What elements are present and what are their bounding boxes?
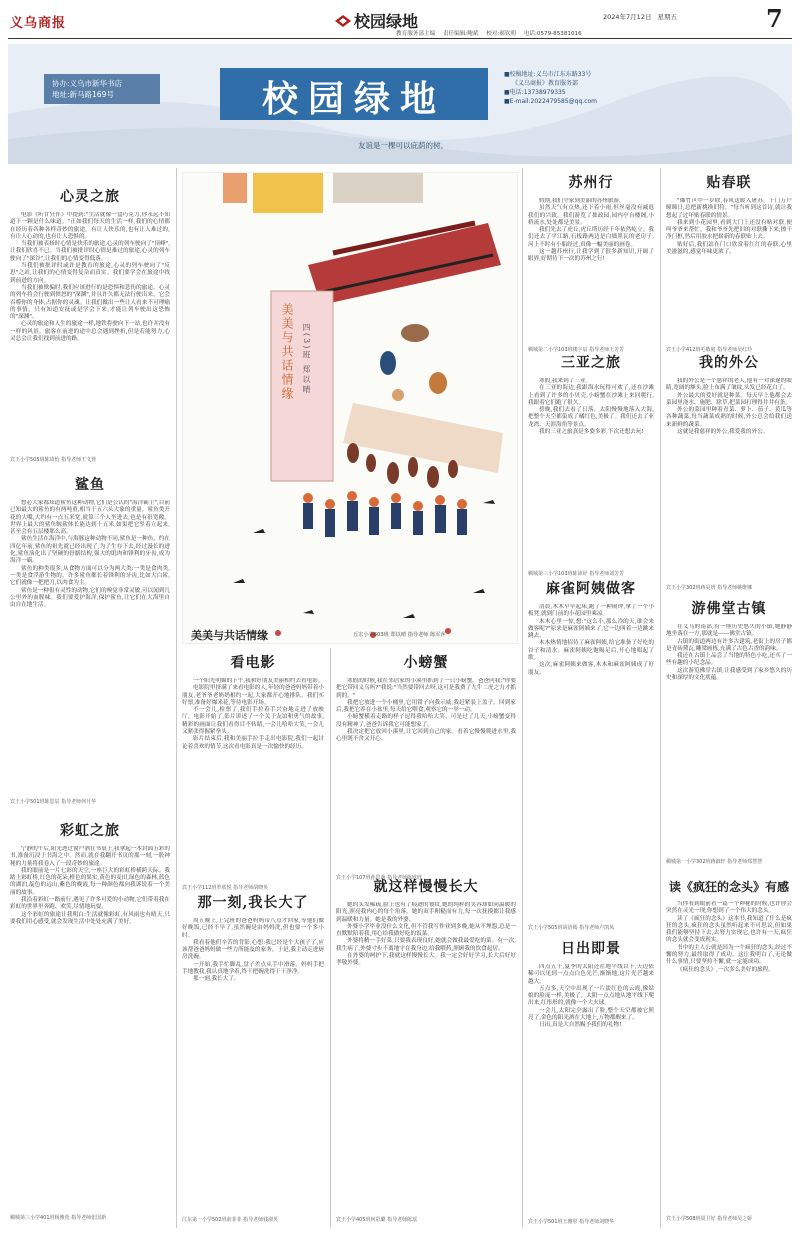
article-title: 贴春联 [706,175,752,191]
article-body [666,378,792,582]
paragraph: 《疯狂的念头》,一次多么美好的旅程。 [677,966,774,973]
article-title: 心灵之旅 [60,189,120,205]
illustration-vertical-title: 美美与共话情缘 [280,303,294,401]
paragraph: 寒假,我来到了三亚。 [539,378,592,384]
paragraph: 古镇的街道两边有许多古建筑,老街上的房子都是青砖黛瓦,雕梁画栋,充满了古色古香的韵味。 [666,638,792,652]
article-byline: 宾王小学405班何彩璐 指导老师陈瑶 [336,1217,418,1223]
article-byline: 宾王小学501班陈思辰 指导老师何月华 [10,799,97,805]
paragraph: 电影《听甘狂伴》中提到:"生活就像一盒巧克力,你永远不知道下一颗是什么味道。"正如我们每天的生活一样,我们的心情都在经历着各种各样奇妙的旅途。有让人快乐的,也有让人难过的,有让人心动的,也有让人恐惧的。 [10,212,170,240]
illustration-byline: 丘宏小学603班 郑以晴 指导老师 陈军萍 [353,632,446,638]
article-title: 看电影 [230,655,276,671]
paragraph: 想必大家都知道鲨鱼这种动物,它们是公认的"海洋霸主",目前已知最大的鲨鱼的有两吨重,相当于五六头大象的重量。鲨鱼类开花的大嘴,大约有一点五米宽,就算三个人坐进去,也是有很宽敞。世界上最大的鲨鱼鲸鲨体长能达到十五米,如果把它竖着立起来,甚至会有五层楼那么高。 [10,500,170,536]
paragraph: 我决定把它放回小溪里,让它回到自己的家。看着它慢慢爬进水里,我心里既不舍又开心。 [336,729,516,743]
article-body [182,678,324,882]
article-body [666,624,792,856]
paragraph: 我沿着彩虹一路前行,遇见了许多可爱的小动物,它们带着我在彩虹的世界里奔跑、欢笑,尽情地玩耍。 [10,897,170,911]
weekday: 星期五 [657,13,678,21]
contact-email: ■E-mail:2022479585@qq.com [504,98,598,105]
article-body [528,198,654,344]
article-tiechunlian [666,172,792,353]
banner [8,44,792,164]
article-body [528,964,654,1216]
paragraph: 外婆将精一手好菜,只要我表现良好,她就会做我最爱吃的菜。有一次,我生病了,外婆寸步不离地守在我身边,给我喂药,照顾我的饮食起居。 [336,938,516,952]
article-title: 彩虹之旅 [60,823,120,839]
article-byline: 稠城第二小学103班楼宇辰 指导老师王芳芳 [528,347,625,353]
divider [176,168,177,1228]
editor-line [396,29,582,37]
article-sanyazhilv [528,352,654,577]
paper-logo: 义乌商报 [10,16,67,31]
paragraph: 木木热情地招待了麻雀阿姨,给它准备了好吃的谷子和清水。麻雀阿姨吃饱喝足后,开心地唱起了歌。 [528,640,654,662]
article-majiangayi [528,578,654,931]
paragraph: 我的眼前是一片七彩的天空,一座巨大的彩虹桥横跨天际。我踏上彩虹桥,红色的花朵,橙色的果实,黄色的麦田,绿色的森林,蓝色的湖泊,靛色的远山,紫色的晚霞,每一种颜色都向我诉说着一个美丽的故事。 [10,867,170,896]
paragraph: 我的三亚之旅真是多姿多彩,下次还想去玩! [539,429,644,436]
paragraph: 当我们被批评时或许是教育的旅途,心灵的列车驶向了"反思"之站,让我们的心情变得复杂而真实。我们要学会在旅途中找到前进的方向。 [10,263,170,284]
paragraph: 一开始,我手忙脚乱,盘子差点从手中滑落。妈妈手把手地教我,我认真地学着,终于把碗洗得干干净净。 [182,961,324,976]
page-number: 7 [766,4,783,33]
paragraph: 鲨鱼是一种很有灵性的动物,它们的嗅觉非常灵敏,可以闻到几公里外的血腥味。我们要爱护海洋,保护鲨鱼,让它们在大海里自由自在地生活。 [10,587,170,609]
paragraph: 鲨鱼的种类很多,从食物方面可以分为两大类:一类是食肉类,一类是食浮游生物的。许多鲨鱼都长着锋利的牙齿,比如大白鲨,它们就像一把把刀,以肉食为主。 [10,565,170,587]
article-byline: 宾王小学302班蒋昊妍 指导老师姚维娜 [666,585,753,591]
paragraph: 在义乌的南部,有一座历史悠久的小镇,她静静地坐落在一方,那就是——佛堂古镇。 [666,624,792,638]
paragraph: 我看着他们辛苦的背影,心想:我已经是个大孩子了,应该帮爸爸妈妈做一些力所能及的家务。于是,我主动走进厨房洗碗。 [182,939,324,961]
proofreader: 校对:郝钦明 [486,31,517,37]
paragraph: 虽然天气有点热,还下着小雨,但丝毫没有减退我们的兴致。我们游览了拙政园,园内亭台楼阁,小桥流水,处处都是美景。 [528,205,654,226]
divider [660,168,661,1228]
paragraph: 她的头发稀疏,脸上也有了痕迹的皱纹,她的纯粹的笑容却如同温暖的阳光,照亮我内心的每个角落。她的双手粗糙而有力,每一次抚摸都让我感到温暖和力量。她是我的外婆。 [336,902,516,923]
article-byline: 稠城第一小学302班蒋淑轩 指导老师郑慧慧 [666,859,763,865]
article-body [10,846,170,1212]
article-body [528,604,654,922]
article-body [336,678,516,872]
paragraph: 当你看到眼前看一篇一个神秘的时候,也许你会突然在灵光一现,你想到了一个伟大的念头。 [666,901,792,915]
divider [330,648,331,1228]
article-kandianying [182,652,324,891]
article-title: 日出即景 [561,941,621,957]
paragraph: 这一趟苏州行,让我学到了很多新知识,开阔了眼界,好期待下一次的苏州之行! [528,249,654,263]
sponsor-address: 地址:新马路169号 [52,90,114,99]
article-caihongzhilv [10,820,170,1221]
paragraph: 那一刻,我长大了。 [193,976,240,983]
paragraph: 影片结束后,我和美丽手拉手走出电影院,我们一起讨论着喜欢的情节,这次看电影真是一次愉快的经历。 [182,736,324,750]
article-byline: 稠城第三小学401班杨雅萱 指导老师张国新 [10,1215,107,1221]
paragraph: 外婆小学毕业没什么文化,但不管我写作业到多晚,她从不埋怨,总是一直默默陪着我,用心给我做好吃的饭菜。 [336,923,516,938]
paragraph: 我把它放进一个小桶里,它用钳子向我示威,我赶紧装上盖子。回到家后,我把它养在小盆里,每天给它喂食,观察它的一举一动。 [336,699,516,714]
drawing [183,173,518,644]
paragraph: 木木心里一惊,想:"这么小,那么冷的天,谁会来做客呢?"原来是麻雀阿姨来了,它一边叫着一边跳来跳去。 [528,618,654,640]
header-rule [8,38,792,39]
paragraph: 在三亚的海边,我跟海水玩得可欢了,还在沙滩上看到了许多的小贝壳,小螃蟹在沙滩上来回爬行,我跟着它们跑了很久。 [528,385,654,406]
article-youfotang [666,598,792,865]
paragraph: 一会儿,太阳完全露出了脸,整个天空都被它照亮了,金色的阳光洒在大地上,万物都醒来了。 [528,1007,654,1022]
article-title: 我的外公 [699,355,759,371]
article-jiuzheyang [336,876,516,1223]
article-title: 小螃蟹 [403,655,449,671]
article-byline: 宾王小学505班胡语嫣 指导老师卢凯凤 [528,925,615,931]
article-xiaopangxie [336,652,516,881]
article-title: 那一刻,我长大了 [197,895,309,911]
illustration [182,172,518,644]
sponsor-name: 协办:义乌市新华书店 [52,79,123,88]
paragraph: 心灵的旅途和人生的旅途一样,地铁将驶向下一站,也许并没有一样的风景。旅客在前进的途中总会遇到挫折,但是若能努力,心灵总会让我们找到前进的路。 [10,321,170,343]
article-nayike [182,892,324,1223]
paragraph: 假期,我们全家到美丽的苏州旅游。 [539,198,625,204]
paragraph: 外公的菜园里种着青菜、萝卜、茄子、黄瓜等各种蔬菜,每当蔬菜成熟的时候,外公总会给我们送来新鲜的蔬菜。 [666,407,792,428]
article-title: 苏州行 [568,175,614,191]
paragraph: 这就是我慈祥的外公,我爱我的外公。 [677,429,769,436]
article-byline: 宾王小学501班王雅彤 指导老师刘晓华 [528,1219,615,1225]
paragraph: 日出,真是大自然赐予我们的礼物! [539,1022,622,1029]
paragraph: 贴好后,我们站在门口欣赏着红红的春联,心里美滋滋的,感觉年味更浓了。 [666,241,792,256]
banner-slogan: 友谊是一棵可以庇荫的树。 [358,141,448,150]
paragraph: 清晨,木木早早起床,跑了一种闹钟,拿了一个小板凳,就到门前的小花园里乘凉。 [528,604,654,618]
contact-address: ■校稿地址:义乌市江东东路33号 [504,71,592,78]
contact-dept: 《义乌商报》教育服务部 [512,80,579,87]
article-byline: 宾王小学508班周卫好 指导老师吴之娇 [666,1216,753,1222]
paragraph: 四点五十,夏季的太阳还在地平线以下,天边依稀可以见到一点点白色光芒,渐渐地,这片光芒越来越大。 [528,964,654,985]
article-title: 麻雀阿姨做客 [546,581,636,597]
issue-date [603,12,677,21]
contact-phone: ■电话:13738979335 [504,89,566,96]
article-byline: 稠城第三小学103班陈沛妤 指导老师刘芳芳 [528,571,625,577]
paragraph: 读了《疯狂的念头》这本书,我知道了什么是疯狂的念头,疯狂的念头虽然听起来不可思议,但如果我们能够坚持下去,去努力实现它,也许有一天,疯狂的念头就会变成现实。 [666,915,792,944]
masthead [0,0,800,40]
article-byline: 宾王小学505班陈琦怡 指导老师王文蓉 [10,457,97,463]
sponsor-box [44,74,160,104]
phone: 电话:0579-85381016 [523,31,582,37]
article-body [666,901,792,1213]
article-dufengkuang [666,878,792,1222]
article-body [666,198,792,344]
paragraph: 鲨鱼生活在海洋中,与海豚这种动物不同,鲨鱼是一种鱼。约在四亿年前,鲨鱼的祖先就已经出现了,为了生存下去,经过漫长的进化,鲨鱼演化出了坚硬的骨骼结构,强大的肌肉和锋利的牙齿,成为海洋一霸。 [10,536,170,565]
article-title: 三亚之旅 [561,355,621,371]
date: 2024年7月12日 [603,13,652,21]
article-title: 就这样慢慢长大 [373,879,479,895]
article-suzhouxing [528,172,654,353]
paragraph: 我的外公是一个慈祥的老人,他有一对深邃的眼睛,宽阔的额头,脸上布满了皱纹,头发已经花白了。 [666,378,792,392]
article-title: 鲨鱼 [75,477,105,493]
paragraph: 这次游览佛堂古镇,让我感受到了家乡悠久的历史和深厚的文化底蕴。 [666,667,792,682]
contact-info [504,70,597,106]
article-body [10,212,170,454]
paragraph: 傍晚,我们去看了日落。太阳慢慢地落入大海,把整个天空都染成了橘红色,美极了。我们还去了亚龙湾、天涯海角等景点。 [528,407,654,428]
paragraph: 当我们被欺骗时,我们应该进行的是恐惧和悲伤的旅途。心灵的列车将会行驶到愤怒的"深渊",并且许久都无法行驶出来。它会吞噬你的身体,占据你的灵魂。让我们做出一些让人看来不可理喻的事情。只有知道安抚或是学会下来,才能让列车驶出这恐怖的"深渊"。 [10,284,170,321]
illustration-caption: 美美与共话情缘 [191,629,268,642]
paragraph: 我们先去了虎丘,虎丘塔历经千年依然屹立。我们还去了平江路,石板路两边是白墙黑瓦的老房子,河上不时有小船经过,真像一幅美丽的画卷。 [528,227,654,248]
article-body [182,918,324,1214]
paragraph: 这个彩虹的旅途让我明白:生活就像彩虹,有风雨也有晴天,只要我们用心感受,就会发现生活中处处充满了美好。 [10,911,170,925]
paragraph: 这次,麻雀阿姨来做客,木木和麻雀阿姨成了好朋友。 [528,662,654,676]
paragraph: 当我们被表扬时心情是快乐的旅途,心灵的列车驶向了"顶峰",让我们欣喜不已。当我们被批评时心情是难过的旅途,心灵的列车驶向了"深谷",让我们的心情变得低落。 [10,241,170,262]
paragraph: 电影院里挤满了来看电影的人,年轻的爸爸妈妈带着小朋友,老爷爷老奶奶相约一起,大家都开心地排队。我们买好票,准备好爆米花,等待电影开场。 [182,685,324,706]
paragraph: 外公最大的爱好就是种菜。每天早上他都会去菜园里浇水、施肥、除草,把菜园打理得井井有条。 [666,392,792,406]
article-wodewaigong [666,352,792,591]
article-byline: 宾王小学412班毛敬庭 指导老师吴红玲 [666,347,753,353]
article-richujiming [528,938,654,1225]
paragraph: 五点多,天空中出现了一片淡红色的云霞,像姑娘的脸庞一样,美极了。太阳一点点地从地平线下爬出来,红彤彤的,就像一个大火球。 [528,985,654,1007]
paragraph: 我来到小花园里,看到大门上还没有贴对联,便叫爷爷来帮忙。我和爷爷先把旧的对联撕下来,擦干净门框,然后用胶水把崭新的春联贴上去。 [666,219,792,241]
paragraph: 小螃蟹横着走路的样子逗得我哈哈大笑。可是过了几天,小螃蟹变得没有精神了,爸爸告诉我它可能想家了。 [336,714,516,728]
paragraph: 在外婆的呵护下,我就这样慢慢长大。我一定会好好学习,长大后好好孝敬外婆。 [336,953,516,967]
illustration-vertical-author: 四(3)班 郑以晴 [302,323,311,395]
paragraph: "爆竹声中一岁除,春风送暖入屠苏。千门万户曈曈日,总把新桃换旧符。"每当听到这首诗,就让我想起了过年贴春联的情景。 [666,198,792,219]
paragraph: 周五晚上,上完班的爸爸妈妈带八点才回家,等他们做好晚饭,已经不早了,虽然碗是由妈妈洗,但也要一个多小时。 [182,918,324,939]
banner-title: 校园绿地 [261,78,446,120]
section-name: 校园绿地 [354,12,419,31]
paragraph: 寒假的时候,我在邻居家的小溪里抓到了一只小螃蟹。爸爸问我:"你要把它带回义乌吗?"我说:"当然要带回去呀,这可是我费了九牛二虎之力才抓到的。" [336,678,516,699]
paragraph: 不一会儿,检票了,我们手拉着手兴奋地走进了放映厅。电影开始了,影片讲述了一个关于友谊和勇气的故事,精彩的画面让我们看得目不转睛,一会儿哈哈大笑,一会儿又紧张得握紧拳头。 [182,707,324,736]
paragraph: 宁静的午后,阳光透过窗户洒在书桌上,我拿起一本封面五彩的书,准备沉浸于书海之中。然而,就在我翻开书页的那一刻,一股神秘的力量将我卷入了一段奇妙的旅途。 [10,846,170,867]
article-body [528,378,654,568]
section-flag-icon [335,12,351,24]
article-byline: 江东第一小学502班俞菲菲 指导老师钱淑英 [182,1217,279,1223]
article-shayu [10,474,170,805]
divider [522,168,523,1228]
article-title: 游佛堂古镇 [691,601,767,617]
article-title: 读《疯狂的念头》有感 [668,880,789,894]
article-body [336,902,516,1214]
paragraph: 书中的主人公就是因为一个疯狂的念头,经过不懈的努力,最终取得了成功。这让我明白了,无论做什么事情,只要坚持不懈,就一定能成功。 [666,944,792,966]
editor-dept: 教育服务部主编 [396,31,436,37]
article-body [10,500,170,796]
paragraph: 我还在古镇上品尝了当地的特色小吃,还买了一些有趣的小纪念品。 [666,653,792,667]
article-byline: 宾王小学107班孙思萌 指导老师陈欣欣 [336,875,423,881]
article-xiaolingzhilv [10,186,170,463]
paragraph: 一个阳光明媚的下午,我和好朋友美丽相约去看电影。 [193,678,324,684]
article-byline: 宾王小学112班罗欣悦 指导老师胡晓英 [182,885,269,891]
responsible-editor: 责任编辑:鲍斌 [442,31,479,37]
